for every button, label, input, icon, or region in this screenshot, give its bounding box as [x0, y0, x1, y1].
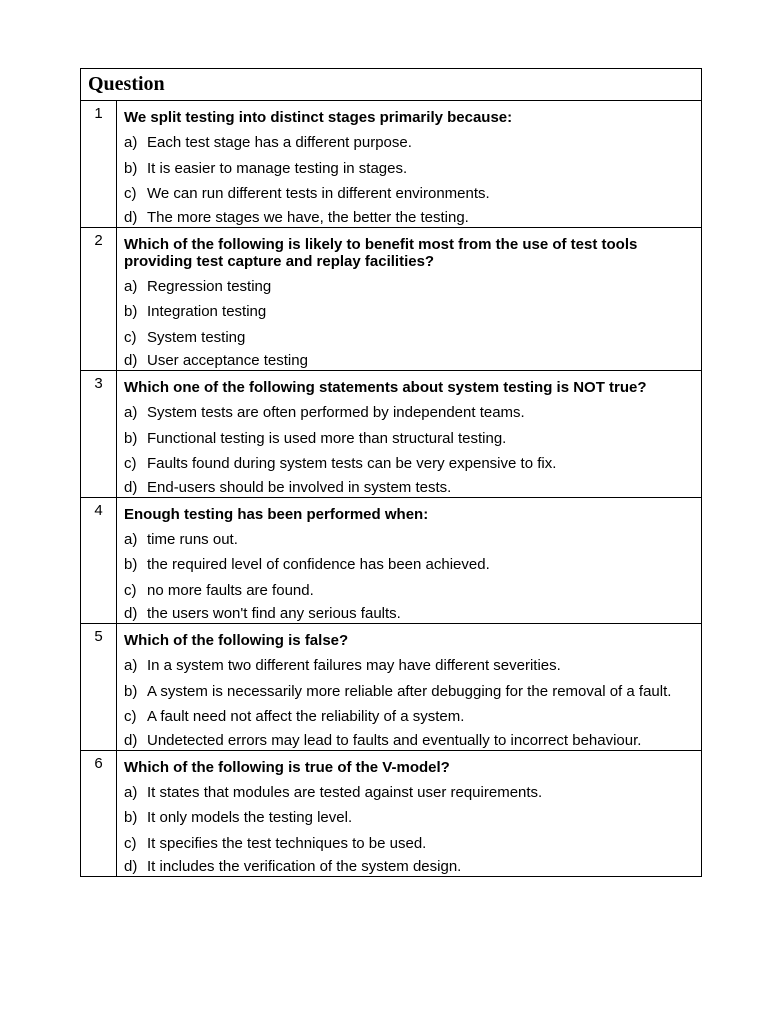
answer-option	[124, 653, 693, 679]
option-text: the required level of confidence has been achieved.	[147, 556, 490, 573]
question-stem: Enough testing has been performed when:	[124, 505, 429, 523]
option-text: It specifies the test techniques to be used.	[147, 834, 427, 852]
option-text: A fault need not affect the reliability of a system.	[147, 708, 465, 725]
option-letter: b)	[124, 303, 138, 320]
question-stem: Which of the following is likely to benefit most from the use of test tools providing test capture and replay facilities?	[124, 235, 638, 270]
question-stem: We split testing into distinct stages primarily because:	[124, 109, 513, 126]
option-letter: c)	[124, 185, 137, 202]
answer-option	[124, 130, 693, 156]
option-letter: d)	[124, 478, 138, 496]
option-text: End-users should be involved in system tests.	[147, 478, 452, 496]
option-letter: c)	[124, 581, 137, 599]
option-letter: a)	[124, 657, 138, 674]
option-letter: a)	[124, 134, 138, 151]
question-stem: Which one of the following statements about system testing is NOT true?	[124, 379, 647, 396]
answer-option	[124, 426, 693, 452]
question-stem: Which of the following is true of the V-model?	[124, 758, 450, 776]
question-number: 6	[81, 750, 117, 877]
option-letter: a)	[124, 277, 138, 295]
question-row	[81, 101, 702, 228]
question-row	[81, 497, 702, 624]
option-text: We can run different tests in different environments.	[147, 185, 490, 202]
option-text: User acceptance testing	[147, 352, 308, 369]
option-letter: b)	[124, 159, 138, 177]
option-letter: a)	[124, 530, 138, 548]
question-table	[80, 68, 702, 877]
answer-option	[124, 156, 693, 182]
option-text: Undetected errors may lead to faults and eventually to incorrect behaviour.	[147, 731, 642, 749]
option-text: It states that modules are tested against user requirements.	[147, 783, 543, 801]
question-number: 1	[81, 101, 117, 228]
answer-option	[124, 400, 693, 426]
answer-option	[124, 527, 693, 553]
option-text: System testing	[147, 328, 246, 346]
option-letter: d)	[124, 731, 138, 749]
question-number: 2	[81, 227, 117, 371]
question-row	[81, 371, 702, 498]
option-letter: c)	[124, 708, 137, 725]
option-letter: d)	[124, 352, 138, 369]
option-text: System tests are often performed by independent teams.	[147, 404, 525, 421]
answer-option	[124, 831, 693, 857]
question-list	[81, 101, 702, 877]
answer-option	[124, 451, 693, 477]
option-text: It is easier to manage testing in stages.	[147, 159, 408, 177]
question-number: 5	[81, 624, 117, 751]
answer-option	[124, 603, 693, 623]
answer-option	[124, 856, 693, 876]
option-text: Faults found during system tests can be very expensive to fix.	[147, 455, 557, 472]
question-number: 4	[81, 497, 117, 624]
question-cell	[117, 371, 702, 498]
question-cell	[117, 750, 702, 877]
question-cell	[117, 227, 702, 371]
answer-option	[124, 704, 693, 730]
question-cell	[117, 101, 702, 228]
question-cell	[117, 624, 702, 751]
option-letter: b)	[124, 682, 138, 700]
option-text: Functional testing is used more than structural testing.	[147, 429, 507, 447]
option-letter: d)	[124, 605, 138, 622]
option-letter: c)	[124, 328, 137, 346]
option-text: Integration testing	[147, 303, 267, 320]
option-text: time runs out.	[147, 530, 238, 548]
option-text: It includes the verification of the system design.	[147, 858, 462, 875]
option-letter: b)	[124, 556, 138, 573]
answer-option	[124, 325, 693, 351]
answer-option	[124, 299, 693, 325]
answer-option	[124, 780, 693, 806]
option-letter: c)	[124, 834, 137, 852]
answer-option	[124, 552, 693, 578]
question-row	[81, 750, 702, 877]
answer-option	[124, 679, 693, 705]
answer-option	[124, 181, 693, 207]
option-letter: b)	[124, 429, 138, 447]
answer-option	[124, 730, 693, 750]
option-letter: b)	[124, 809, 138, 826]
answer-option	[124, 274, 693, 300]
table-header: Question	[81, 69, 702, 101]
option-text: The more stages we have, the better the testing.	[147, 208, 469, 226]
answer-option	[124, 578, 693, 604]
answer-option	[124, 805, 693, 831]
question-row	[81, 624, 702, 751]
option-text: Each test stage has a different purpose.	[147, 134, 412, 151]
option-letter: d)	[124, 858, 138, 875]
question-number: 3	[81, 371, 117, 498]
option-text: A system is necessarily more reliable after debugging for the removal of a fault.	[147, 682, 672, 700]
answer-option	[124, 350, 693, 370]
option-letter: d)	[124, 208, 138, 226]
question-row	[81, 227, 702, 371]
option-text: Regression testing	[147, 277, 272, 295]
question-stem: Which of the following is false?	[124, 632, 349, 649]
option-text: In a system two different failures may have different severities.	[147, 657, 561, 674]
option-letter: a)	[124, 783, 138, 801]
option-letter: a)	[124, 404, 138, 421]
question-cell	[117, 497, 702, 624]
option-text: the users won't find any serious faults.	[147, 605, 401, 622]
answer-option	[124, 207, 693, 227]
answer-option	[124, 477, 693, 497]
option-letter: c)	[124, 455, 137, 472]
option-text: no more faults are found.	[147, 581, 314, 599]
option-text: It only models the testing level.	[147, 809, 353, 826]
